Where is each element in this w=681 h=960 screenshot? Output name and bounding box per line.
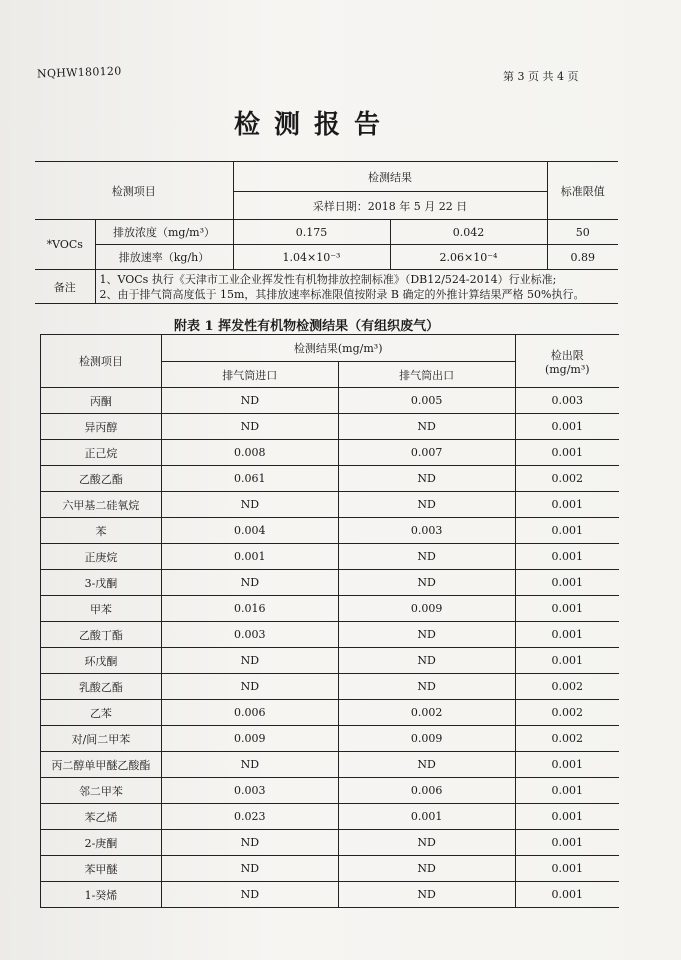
- table-row: [41, 700, 620, 726]
- limit-label: 检出限: [550, 348, 584, 362]
- outlet-value: 0.007: [338, 440, 515, 466]
- compound-name: 异丙醇: [41, 414, 162, 440]
- outlet-value: 0.009: [338, 726, 515, 752]
- sampling-date: 采样日期：2018 年 5 月 22 日: [233, 192, 547, 220]
- inlet-value: ND: [161, 648, 338, 674]
- summary-header-item: 检测项目: [35, 162, 233, 220]
- table-row: [41, 466, 620, 492]
- summary-outlet-value: 2.06×10⁻⁴: [390, 245, 547, 270]
- outlet-value: 0.003: [338, 518, 515, 544]
- compound-name: 六甲基二硅氧烷: [41, 492, 162, 518]
- inlet-value: 0.061: [161, 466, 338, 492]
- compound-name: 丙二醇单甲醚乙酸酯: [41, 752, 162, 778]
- summary-row-label: 排放浓度（mg/m³）: [95, 220, 233, 245]
- compound-name: 苯: [41, 518, 162, 544]
- outlet-value: ND: [338, 882, 515, 908]
- outlet-value: ND: [338, 622, 515, 648]
- table-row: [41, 752, 620, 778]
- compound-name: 邻二甲苯: [41, 778, 162, 804]
- table-row: [41, 544, 620, 570]
- summary-inlet-value: 1.04×10⁻³: [233, 245, 390, 270]
- report-number: NQHW180120: [36, 64, 122, 81]
- outlet-value: ND: [338, 856, 515, 882]
- pollutant-label: *VOCs: [35, 220, 95, 270]
- outlet-value: ND: [338, 492, 515, 518]
- detection-limit: 0.003: [515, 388, 619, 414]
- summary-row-label: 排放速率（kg/h）: [95, 245, 233, 270]
- compound-name: 正庚烷: [41, 544, 162, 570]
- stamp-edge: [660, 380, 680, 500]
- page-title: 检测报告: [234, 110, 395, 140]
- detection-limit: 0.001: [515, 492, 619, 518]
- inlet-value: 0.008: [161, 440, 338, 466]
- summary-outlet-value: 0.042: [390, 220, 547, 245]
- table-row: [41, 570, 620, 596]
- compound-name: 环戊酮: [41, 648, 162, 674]
- summary-inlet-value: 0.175: [233, 220, 390, 245]
- detection-limit: 0.001: [515, 882, 619, 908]
- summary-header-result: 检测结果: [233, 162, 547, 192]
- compound-name: 甲苯: [41, 596, 162, 622]
- summary-limit-value: 50: [547, 220, 618, 245]
- outlet-value: ND: [338, 752, 515, 778]
- outlet-value: ND: [338, 544, 515, 570]
- remark-label: 备注: [35, 270, 95, 304]
- detection-limit: 0.001: [515, 752, 619, 778]
- appendix-header-limit: [515, 335, 619, 388]
- compound-name: 丙酮: [41, 388, 162, 414]
- detection-limit: 0.001: [515, 596, 619, 622]
- detection-limit: 0.001: [515, 440, 619, 466]
- outlet-value: ND: [338, 674, 515, 700]
- table-row: [41, 492, 620, 518]
- detection-limit: 0.001: [515, 830, 619, 856]
- summary-header-limit: 标准限值: [547, 162, 618, 220]
- inlet-value: 0.001: [161, 544, 338, 570]
- table-row: [41, 414, 620, 440]
- appendix-header-item: 检测项目: [41, 335, 162, 388]
- inlet-value: 0.016: [161, 596, 338, 622]
- compound-name: 苯甲醚: [41, 856, 162, 882]
- table-row: [41, 518, 620, 544]
- remark-line-1: 1、VOCs 执行《天津市工业企业挥发性有机物排放控制标准》（DB12/524-2014）行业标准;: [99, 272, 557, 286]
- appendix-header-outlet: 排气筒出口: [338, 362, 515, 388]
- compound-name: 1-癸烯: [41, 882, 162, 908]
- detection-limit: 0.002: [515, 726, 619, 752]
- compound-name: 乙酸丁酯: [41, 622, 162, 648]
- outlet-value: ND: [338, 414, 515, 440]
- inlet-value: ND: [161, 492, 338, 518]
- inlet-value: ND: [161, 674, 338, 700]
- inlet-value: ND: [161, 830, 338, 856]
- outlet-value: ND: [338, 570, 515, 596]
- table-row: [41, 778, 620, 804]
- outlet-value: ND: [338, 648, 515, 674]
- compound-name: 乙苯: [41, 700, 162, 726]
- table-row: [41, 440, 620, 466]
- inlet-value: ND: [161, 856, 338, 882]
- table-row: [41, 882, 620, 908]
- inlet-value: 0.006: [161, 700, 338, 726]
- inlet-value: 0.004: [161, 518, 338, 544]
- inlet-value: ND: [161, 414, 338, 440]
- remark-text: [95, 270, 618, 304]
- detection-limit: 0.002: [515, 700, 619, 726]
- outlet-value: 0.006: [338, 778, 515, 804]
- detection-limit: 0.001: [515, 856, 619, 882]
- appendix-header-result: 检测结果(mg/m³): [161, 335, 515, 362]
- outlet-value: ND: [338, 466, 515, 492]
- detection-limit: 0.001: [515, 778, 619, 804]
- inlet-value: ND: [161, 752, 338, 778]
- appendix-rows: [41, 388, 620, 908]
- outlet-value: 0.005: [338, 388, 515, 414]
- page-number: 第 3 页 共 4 页: [503, 70, 579, 83]
- detection-limit: 0.001: [515, 648, 619, 674]
- appendix-table: [40, 334, 619, 908]
- inlet-value: 0.023: [161, 804, 338, 830]
- remark-line-2: 2、由于排气筒高度低于 15m，其排放速率标准限值按附录 B 确定的外推计算结果严格 50%执行。: [99, 287, 585, 301]
- summary-limit-value: 0.89: [547, 245, 618, 270]
- limit-unit: (mg/m³): [544, 362, 590, 376]
- summary-table: [35, 161, 618, 304]
- inlet-value: ND: [161, 882, 338, 908]
- compound-name: 正己烷: [41, 440, 162, 466]
- inlet-value: ND: [161, 388, 338, 414]
- compound-name: 2-庚酮: [41, 830, 162, 856]
- compound-name: 乙酸乙酯: [41, 466, 162, 492]
- detection-limit: 0.001: [515, 622, 619, 648]
- table-row: [41, 622, 620, 648]
- detection-limit: 0.002: [515, 466, 619, 492]
- inlet-value: ND: [161, 570, 338, 596]
- table-row: [41, 856, 620, 882]
- table-row: [41, 804, 620, 830]
- table-row: [41, 388, 620, 414]
- detection-limit: 0.001: [515, 570, 619, 596]
- outlet-value: 0.001: [338, 804, 515, 830]
- table-row: [41, 596, 620, 622]
- table-row: [41, 648, 620, 674]
- detection-limit: 0.001: [515, 518, 619, 544]
- detection-limit: 0.001: [515, 414, 619, 440]
- appendix-header-inlet: 排气筒进口: [161, 362, 338, 388]
- appendix-caption: 附表 1 挥发性有机物检测结果（有组织废气）: [174, 319, 440, 334]
- inlet-value: 0.003: [161, 622, 338, 648]
- detection-limit: 0.001: [515, 804, 619, 830]
- table-row: [41, 674, 620, 700]
- outlet-value: 0.002: [338, 700, 515, 726]
- compound-name: 3-戊酮: [41, 570, 162, 596]
- compound-name: 乳酸乙酯: [41, 674, 162, 700]
- compound-name: 对/间二甲苯: [41, 726, 162, 752]
- table-row: [41, 726, 620, 752]
- detection-limit: 0.002: [515, 674, 619, 700]
- detection-limit: 0.001: [515, 544, 619, 570]
- inlet-value: 0.009: [161, 726, 338, 752]
- outlet-value: 0.009: [338, 596, 515, 622]
- outlet-value: ND: [338, 830, 515, 856]
- compound-name: 苯乙烯: [41, 804, 162, 830]
- table-row: [41, 830, 620, 856]
- inlet-value: 0.003: [161, 778, 338, 804]
